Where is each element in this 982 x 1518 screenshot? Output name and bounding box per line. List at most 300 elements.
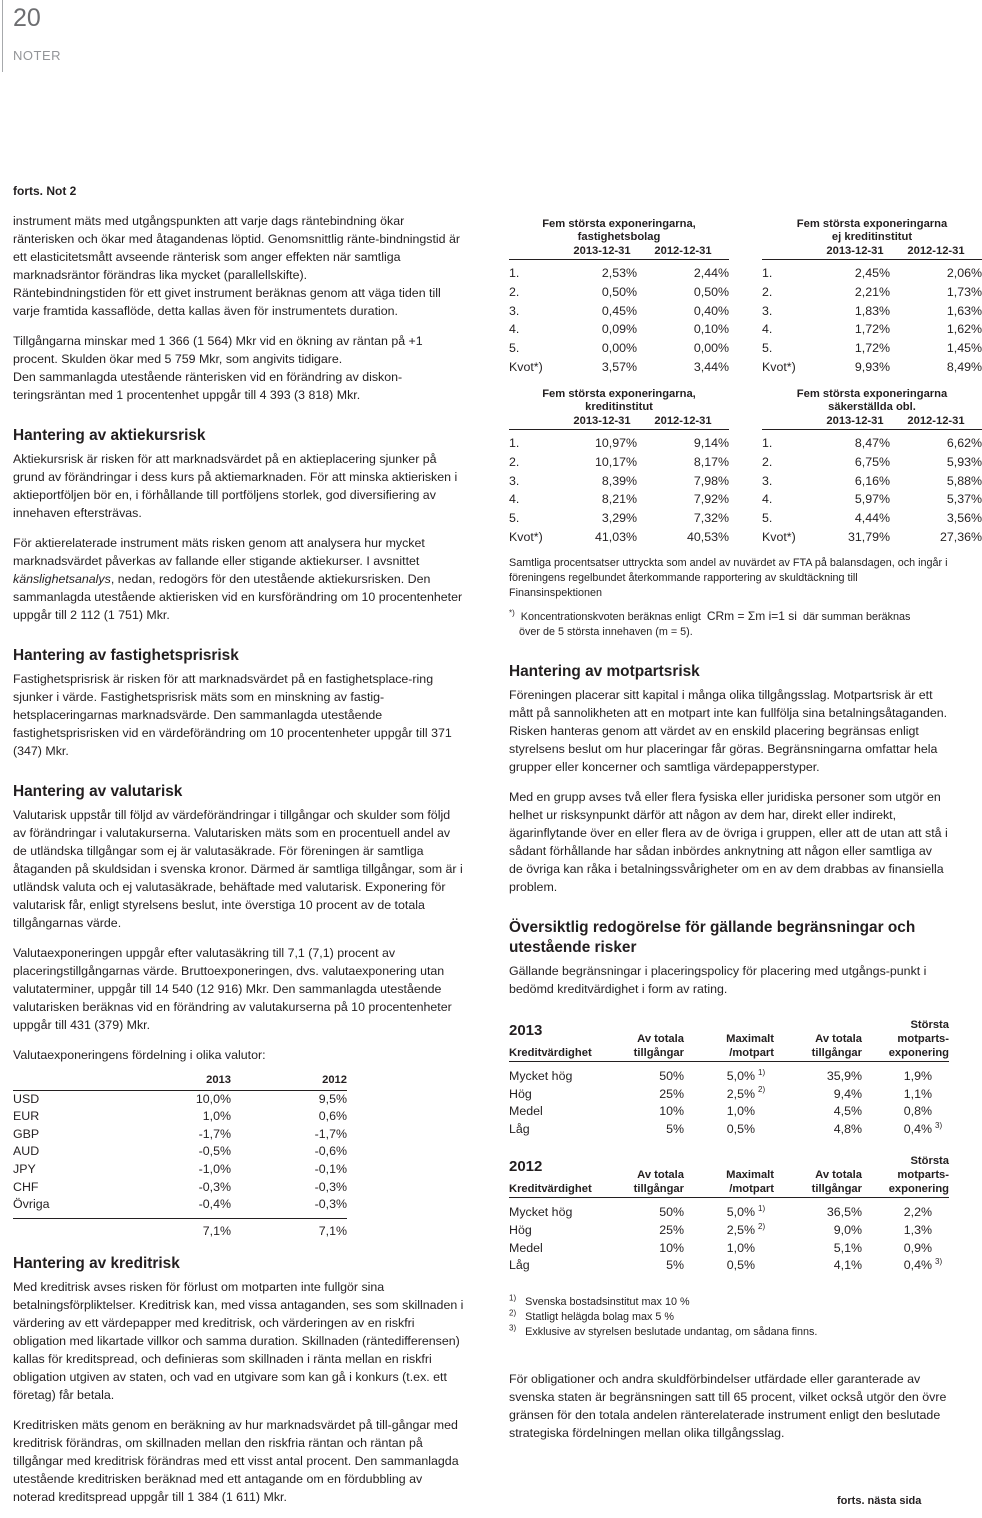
- exposure-title-line: kreditinstitut: [585, 401, 653, 413]
- limits-row: [509, 1240, 949, 1258]
- currency-row: [13, 1108, 465, 1126]
- currency-value: -0,5%: [198, 1144, 231, 1159]
- total-value: 7,1%: [202, 1223, 231, 1238]
- limit-share: 50%: [659, 1069, 684, 1083]
- exposure-value: 5,97%: [854, 492, 890, 507]
- exposure-row: [509, 509, 729, 528]
- limits-header-label: tillgångar: [811, 1047, 862, 1059]
- rank-label: Kvot*): [762, 359, 796, 374]
- currency-value: -0,3%: [198, 1179, 231, 1194]
- max-per-counterparty: [684, 1121, 774, 1139]
- exposure-date: 2013-12-31: [573, 245, 631, 257]
- text-span: För aktierelaterade instrument mäts risken genom att analysera hur mycket marknadsvärdet påverkas av fallande eller stigande aktiekurser. I avsnittet: [13, 536, 425, 568]
- exposure-date: 2012-12-31: [654, 415, 712, 427]
- currency-value: -1,7%: [314, 1126, 347, 1141]
- limits-header-label: Av totala: [637, 1033, 684, 1045]
- exposure-row: [762, 528, 982, 547]
- limit-share: 10%: [659, 1104, 684, 1119]
- exposure-value: 0,40%: [693, 303, 729, 318]
- exposure-value: 10,17%: [594, 454, 637, 469]
- currency-value: -1,7%: [198, 1126, 231, 1141]
- divider: [13, 1218, 347, 1219]
- value: 0,8%: [903, 1104, 932, 1119]
- max-per-counterparty: 2,5% 2): [726, 1085, 766, 1101]
- value: 2,5%: [726, 1222, 755, 1237]
- exposure-value: 3,44%: [693, 359, 729, 374]
- exposure-row: [762, 472, 982, 491]
- exposure-value: 0,50%: [693, 284, 729, 299]
- limits-header-label: exponering: [888, 1047, 949, 1059]
- limits-header-label: tillgångar: [633, 1183, 684, 1196]
- continued-next: forts. nästa sida: [837, 1495, 922, 1507]
- largest-exposure: [862, 1240, 949, 1258]
- paragraph: instrument mäts med utgångspunkten att varje dags räntebindning ökar ränterisken och ökar med åtagandenas löptid. Genomsnittlig ränte-bindningstid är ett elasticitetsmått avseende ränterisk som anger effekten när samtliga marknadsräntor förändras lika mycket (parallellskifte).: [13, 214, 461, 282]
- exposure-header-spacer: [762, 414, 820, 429]
- paragraph: Valutaexponeringen uppgår efter valutasäkring till 7,1 (7,1) procent av placeringstillgångarnas värde. Bruttoexponeringen, dvs. valutaexponering utan valutaterminer, uppgår till 14 540 (12 916) Mkr. Den sammanlagda utestående valutarisken beräknas vid en förändring av valutakurserna på 10 procentenheter uppgår till 431 (379) Mkr.: [13, 946, 452, 1032]
- value: 1,9%: [903, 1069, 932, 1083]
- value: 1,0%: [726, 1104, 755, 1119]
- value: 0,4%: [903, 1121, 932, 1136]
- currency-code: GBP: [13, 1126, 40, 1141]
- limits-header-label: motparts-: [897, 1169, 949, 1182]
- paragraph: Den sammanlagda utestående ränterisken vid en förändring av diskon-teringsräntan med 1 procentenhet uppgår till 4 393 (3 818) Mkr.: [13, 370, 403, 402]
- actual-share: 35,9%: [826, 1069, 862, 1083]
- text-span: över de 5 största innehaven (m = 5).: [519, 626, 693, 638]
- limits-header-cell: [619, 1032, 684, 1060]
- rank-label: 4.: [762, 492, 773, 507]
- exposure-value: 2,44%: [693, 266, 729, 280]
- currency-row: [13, 1143, 465, 1161]
- largest-exposure: 0,4% 3): [903, 1257, 943, 1273]
- paragraph: Med en grupp avses två eller flera fysiska eller juridiska personer som utgör en helhet ur risksynpunkt därför att någon av dem har, direkt eller indirekt, ägarinflytande över en eller flera av de övriga i gruppen, eller att de utan att stå i sådant förhållande har sådan inbördes anknytning att någon eller samtliga av de övriga kan råka i betalningssvårigheter om en av dem drabbas av finansiella problem.: [509, 790, 948, 894]
- heading-fastighetsprisrisk: Hantering av fastighetsprisrisk: [13, 647, 239, 664]
- currency-value: 1,0%: [202, 1109, 231, 1124]
- exposure-value: 4,44%: [854, 511, 890, 526]
- rank-label: 2.: [509, 284, 520, 299]
- exposure-value: 7,92%: [693, 492, 729, 507]
- limits-header-label: motparts-: [897, 1033, 949, 1045]
- limits-header: [509, 1018, 949, 1062]
- paragraph: [13, 534, 465, 624]
- exposure-value: 1,72%: [854, 341, 890, 356]
- exposure-header-spacer: [509, 414, 567, 429]
- exposure-header: [762, 414, 982, 430]
- value: 1,1%: [903, 1086, 932, 1101]
- limits-row: [509, 1121, 949, 1139]
- currency-row: [13, 1196, 465, 1214]
- value: 5,0%: [726, 1205, 755, 1220]
- exposure-row: [762, 339, 982, 358]
- max-per-counterparty: [684, 1103, 774, 1121]
- exposure-row: [762, 264, 982, 283]
- limits-header-cell: [862, 1018, 949, 1060]
- actual-share: 4,5%: [833, 1104, 862, 1119]
- exposure-value: 40,53%: [686, 529, 729, 544]
- exposure-value: 1,63%: [946, 303, 982, 318]
- limits-row: [509, 1222, 949, 1240]
- currency-value: -0,3%: [314, 1197, 347, 1212]
- currency-value: -0,6%: [314, 1144, 347, 1159]
- limits-header-cell: [684, 1032, 774, 1060]
- exposure-title-line: Fem största exponeringarna: [796, 218, 948, 230]
- footnote: [509, 609, 949, 640]
- limits-header-cell: [509, 1024, 619, 1060]
- exposure-title-line: ej kreditinstitut: [831, 231, 913, 243]
- limits-header-label: /motpart: [729, 1183, 774, 1196]
- rank-label: 2.: [762, 454, 773, 469]
- rank-label: 1.: [762, 436, 773, 450]
- footnote-2: $^{2)}$ Statligt helägda bolag max 5 %: [509, 1308, 674, 1323]
- credit-rating: Mycket hög: [509, 1069, 573, 1083]
- rank-label: Kvot*): [509, 359, 543, 374]
- limits-header-cell: [619, 1168, 684, 1196]
- max-per-counterparty: 5,0% 1): [726, 1067, 766, 1083]
- credit-rating: Mycket hög: [509, 1205, 573, 1220]
- paragraph: Valutarisk uppstår till följd av värdeförändringar i tillgångar och skulder som följd av förändringar i valutakurserna. Valutarisken mäts som en procentuell andel av de utländska tillgångar som ej är valutasäkrade. För föreningen är samtliga åtaganden på skuldsidan i svenska kronor. Därmed är samtliga tillgångar, som är i utländsk valuta och ej valutasäkrade, behäftade med valutarisk. Exponering för valutarisk får, enligt styrelsens beslut, inte överstiga 10 procent av de totala tillgångarnas värde.: [13, 808, 463, 930]
- paragraph: Med kreditrisk avses risken för förlust om motparten inte fullgör sina betalningsförpliktelser. Kreditrisk kan, med vissa antaganden, ses som skillnaden i värdering av ett värdepapper med kreditrisk, och värderingen av en riskfri obligation med likartade villkor och samma duration. Skillnaden (räntedifferensen) kallas för kreditspread, och definieras som skillnaden i ränta mellan en riskfri obligation utgiven av staten, och vad en utgivare som kan gå i konkurs (t.ex. ett företag) får betala.: [13, 1280, 464, 1403]
- max-per-counterparty: 5,0% 1): [726, 1204, 766, 1220]
- limits-header-cell: [774, 1032, 862, 1060]
- currency-code: JPY: [13, 1161, 36, 1176]
- exposure-header: [509, 414, 729, 430]
- col-header: 2012: [322, 1074, 347, 1086]
- exposure-title-line: Fem största exponeringarna,: [542, 388, 696, 400]
- value: 0,9%: [903, 1240, 932, 1255]
- exposure-value: 2,06%: [946, 266, 982, 280]
- rank-label: 1.: [762, 266, 773, 280]
- exposure-value: 1,83%: [854, 303, 890, 318]
- max-per-counterparty: [684, 1257, 774, 1275]
- exposure-value: 0,00%: [601, 341, 637, 356]
- limits-table-2012: [509, 1154, 949, 1274]
- rank-label: Kvot*): [509, 529, 543, 544]
- limit-share: 25%: [659, 1222, 684, 1237]
- currency-code: Övriga: [13, 1197, 50, 1212]
- exposure-value: 27,36%: [939, 529, 982, 544]
- exposure-value: 5,88%: [946, 473, 982, 488]
- limits-row: [509, 1257, 949, 1275]
- exposure-value: 0,10%: [693, 322, 729, 337]
- max-per-counterparty: 2,5% 2): [726, 1221, 766, 1237]
- footnote-3: $^{3)}$ Exklusive av styrelsen beslutade undantag, om sådana finns.: [509, 1323, 818, 1338]
- limit-share: 5%: [666, 1121, 684, 1136]
- exposure-value: 0,09%: [601, 322, 637, 337]
- paragraph: Fastighetsprisrisk är risken för att marknadsvärdet på en fastighetsplace-ring sjunker i värde. Fastighetsprisrisk mäts som en minskning av fastig-hetsplaceringarnas marknadsvärde. Den sammanlagda utestående fastighetsprisrisken vid en värdeförändring om 10 procentenheter uppgår till 371 (347) Mkr.: [13, 672, 452, 758]
- currency-table: [13, 1072, 465, 1240]
- text-span: Statligt helägda bolag max 5 %: [525, 1310, 674, 1323]
- rank-label: 3.: [509, 473, 520, 488]
- limit-share: 10%: [659, 1240, 684, 1255]
- exposure-value: 41,03%: [594, 529, 637, 544]
- text-span: Svenska bostadsinstitut max 10 %: [525, 1295, 690, 1308]
- currency-value: -1,0%: [198, 1161, 231, 1176]
- exposure-value: 5,37%: [946, 492, 982, 507]
- limits-header-label: tillgångar: [633, 1047, 684, 1059]
- text-span: Exklusive av styrelsen beslutade undantag, om sådana finns.: [525, 1325, 818, 1338]
- exposure-value: 1,62%: [946, 322, 982, 337]
- exposure-row: [509, 264, 729, 283]
- exposure-value: 2,53%: [601, 266, 637, 280]
- limits-row: [509, 1103, 949, 1121]
- rank-label: 4.: [509, 322, 520, 337]
- left-column: [13, 212, 465, 1518]
- paragraph: För obligationer och andra skuldförbindelser utfärdade eller garanterade av svenska staten är begränsningen satt till 65 procent, vilket också utgör den övre gränsen för den totala andelen ränterelaterade instrument enligt den beslutade strategiska fördelningen mellan olika tillgångsslag.: [509, 1371, 947, 1440]
- exposure-row: [509, 302, 729, 321]
- credit-rating: Låg: [509, 1121, 530, 1136]
- exposure-value: 3,29%: [601, 511, 637, 526]
- currency-value: 10,0%: [195, 1091, 231, 1106]
- exposure-value: 1,72%: [854, 322, 890, 337]
- italic-term: känslighetsanalys: [13, 572, 111, 586]
- text-span: Koncentrationskvoten beräknas enligt: [520, 611, 701, 623]
- currency-code: USD: [13, 1091, 40, 1106]
- exposure-value: 1,73%: [946, 284, 982, 299]
- exposure-date: 2012-12-31: [907, 415, 965, 427]
- value: 2,5%: [726, 1086, 755, 1101]
- limits-header-label: Största: [910, 1155, 949, 1168]
- paragraph: Aktiekursrisk är risken för att marknadsvärdet på en aktieplacering sjunker på grund av förändringar i dess kurs på aktiemarknaden. För att minska aktierisken i aktieportföljen bör en, i förhållande till portföljens storlek, god diversifiering av innehaven eftersträvas.: [13, 452, 458, 520]
- limits-header: [509, 1154, 949, 1198]
- exposure-value: 3,57%: [601, 359, 637, 374]
- exposure-value: 3,56%: [946, 511, 982, 526]
- limits-header-cell: [509, 1160, 619, 1196]
- page-number: 20: [13, 4, 41, 32]
- exposure-date: 2013-12-31: [826, 415, 884, 427]
- value: 0,5%: [726, 1121, 755, 1136]
- rank-label: 1.: [509, 266, 520, 280]
- exposure-value: 31,79%: [847, 529, 890, 544]
- value: 5,0%: [726, 1069, 755, 1083]
- rank-label: 1.: [509, 436, 520, 450]
- largest-exposure: 0,4% 3): [903, 1120, 943, 1136]
- limits-row: [509, 1204, 949, 1222]
- paragraph: Räntebindningstiden för ett givet instrument beräknas genom att väga tiden till varje framtida kassaflöde, detta kallas även för instrumentets duration.: [13, 286, 441, 318]
- exposure-row: [762, 358, 982, 377]
- exposure-row: [509, 358, 729, 377]
- exposure-title: [762, 388, 982, 414]
- largest-exposure: [862, 1068, 949, 1086]
- footnote-1: $^{1)}$ Svenska bostadsinstitut max 10 %: [509, 1293, 690, 1308]
- actual-share: 36,5%: [826, 1205, 862, 1220]
- limits-header-label: Kreditvärdighet: [509, 1183, 592, 1196]
- rank-label: 3.: [762, 473, 773, 488]
- actual-share: 9,4%: [833, 1086, 862, 1101]
- largest-exposure: [862, 1103, 949, 1121]
- credit-rating: Låg: [509, 1258, 530, 1273]
- actual-share: 4,1%: [833, 1258, 862, 1273]
- exposure-value: 7,32%: [693, 511, 729, 526]
- exposure-value: 9,93%: [854, 359, 890, 374]
- exposure-table-ej-kreditinstitut: [762, 218, 982, 377]
- exposure-title-line: säkerställda obl.: [828, 401, 916, 413]
- rank-label: 5.: [762, 511, 773, 526]
- exposure-value: 8,47%: [854, 436, 890, 450]
- actual-share: 5,1%: [833, 1240, 862, 1255]
- footnote-mark: *): [509, 608, 515, 618]
- limit-share: 25%: [659, 1086, 684, 1101]
- currency-value: 9,5%: [318, 1091, 347, 1106]
- exposure-title: [762, 218, 982, 244]
- exposure-table-sakerstallda: [762, 388, 982, 547]
- exposure-title-line: Fem största exponeringarna,: [542, 218, 696, 230]
- currency-value: -0,1%: [314, 1161, 347, 1176]
- continued-label: forts. Not 2: [13, 184, 77, 198]
- limits-table-2013: [509, 1018, 949, 1138]
- currency-code: EUR: [13, 1109, 40, 1124]
- value: 2,2%: [903, 1205, 932, 1220]
- heading-oversiktlig: Översiktlig redogörelse för gällande begränsningar och utestående risker: [509, 919, 916, 956]
- exposure-row: [509, 490, 729, 509]
- limits-header-label: Av totala: [637, 1169, 684, 1182]
- limits-header-label: Maximalt: [726, 1169, 774, 1182]
- exposure-row: [762, 490, 982, 509]
- exposure-header: [762, 244, 982, 260]
- rank-label: 5.: [762, 341, 773, 356]
- exposure-row: [509, 453, 729, 472]
- exposure-header-spacer: [762, 244, 820, 259]
- exposure-row: [509, 339, 729, 358]
- paragraph: Kreditrisken mäts genom en beräkning av hur marknadsvärdet på till-gångar med kreditrisk förändras, om skillnaden mellan den riskfria räntan och räntan på tillgångar med kreditrisk förändras med ett visst antal procent. Den sammanlagda utestående kreditrisken beräknad med ett antagande om en fördubbling av noterad kreditspread uppgår till 1 384 (1 611) Mkr.: [13, 1418, 459, 1505]
- credit-rating: Hög: [509, 1086, 532, 1101]
- heading-kreditrisk: Hantering av kreditrisk: [13, 1255, 180, 1273]
- paragraph: Gällande begränsningar i placeringspolicy för placering med utgångs-punkt i bedömd kreditvärdighet i form av rating.: [509, 964, 927, 996]
- currency-row: [13, 1179, 465, 1197]
- limits-header-label: exponering: [888, 1183, 949, 1196]
- currency-value: -0,4%: [198, 1197, 231, 1212]
- limits-header-label: tillgångar: [811, 1183, 862, 1196]
- text-span: där summan beräknas: [802, 611, 911, 623]
- rank-label: 5.: [509, 341, 520, 356]
- rank-label: Kvot*): [762, 529, 796, 544]
- right-column: [509, 556, 949, 1454]
- actual-share: 9,0%: [833, 1222, 862, 1237]
- exposure-header: [509, 244, 729, 260]
- exposure-row: [762, 453, 982, 472]
- footnote: Samtliga procentsatser uttryckta som andel av nuvärdet av FTA på balansdagen, och ingår i föreningens regelbundet återkommande rapportering av skuldtäckning till Finansinspektionen: [509, 557, 948, 599]
- limits-header-cell: [774, 1168, 862, 1196]
- rank-label: 5.: [509, 511, 520, 526]
- paragraph: Föreningen placerar sitt kapital i många olika tillgångsslag. Motpartsrisk är ett mått på sannolikheten att en motpart inte kan fullfölja sina betalningsåtaganden. Risken hanteras genom att värdet av en enskild placering begränsas enligt styrelsens beslut om hur placeringar får göras. Begränsningarna omfattar hela grupper eller koncerner och samtliga värdepapperstyper.: [509, 688, 948, 774]
- exposure-header-spacer: [509, 244, 567, 259]
- limits-header-cell: [684, 1168, 774, 1196]
- formula: CRm = Σm i=1 si: [706, 609, 797, 623]
- limits-header-label: /motpart: [729, 1047, 774, 1059]
- rank-label: 4.: [509, 492, 520, 507]
- rank-label: 3.: [509, 303, 520, 318]
- exposure-value: 6,75%: [854, 454, 890, 469]
- credit-rating: Medel: [509, 1104, 543, 1119]
- exposure-row: [509, 528, 729, 547]
- exposure-row: [509, 472, 729, 491]
- exposure-value: 2,21%: [854, 284, 890, 299]
- exposure-table-fastighetsbolag: [509, 218, 729, 377]
- currency-code: AUD: [13, 1144, 40, 1159]
- exposure-value: 0,45%: [601, 303, 637, 318]
- heading-motpartsrisk: Hantering av motpartsrisk: [509, 663, 700, 680]
- exposure-row: [509, 434, 729, 453]
- exposure-value: 6,62%: [946, 436, 982, 450]
- largest-exposure: [862, 1204, 949, 1222]
- exposure-value: 8,39%: [601, 473, 637, 488]
- limits-row: [509, 1068, 949, 1086]
- limits-header-label: Av totala: [815, 1169, 862, 1182]
- paragraph: Tillgångarna minskar med 1 366 (1 564) Mkr vid en ökning av räntan på +1 procent. Skulden ökar med 5 759 Mkr, som angivits tidigare.: [13, 334, 423, 366]
- rank-label: 3.: [762, 303, 773, 318]
- credit-rating: Hög: [509, 1222, 532, 1237]
- section-label: NOTER: [13, 48, 61, 63]
- exposure-table-kreditinstitut: [509, 388, 729, 547]
- limits-header-cell: [862, 1154, 949, 1196]
- exposure-row: [762, 302, 982, 321]
- exposure-date: 2013-12-31: [826, 245, 884, 257]
- currency-row: [13, 1126, 465, 1144]
- limits-header-label: Största: [910, 1019, 949, 1031]
- exposure-value: 0,50%: [601, 284, 637, 299]
- limits-header-label: Av totala: [815, 1033, 862, 1045]
- credit-rating: Medel: [509, 1240, 543, 1255]
- col-header: 2013: [206, 1074, 231, 1086]
- limits-year: 2013: [509, 1022, 543, 1039]
- exposure-value: 5,93%: [946, 454, 982, 469]
- exposure-date: 2012-12-31: [907, 245, 965, 257]
- limit-share: 50%: [659, 1205, 684, 1220]
- limits-header-label: Maximalt: [726, 1033, 774, 1045]
- total-value: 7,1%: [318, 1223, 347, 1238]
- max-per-counterparty: [684, 1240, 774, 1258]
- largest-exposure: [862, 1086, 949, 1104]
- exposure-title: [509, 388, 729, 414]
- value: 1,0%: [726, 1240, 755, 1255]
- text-span: , nedan, redogörs för den utestående aktiekursrisken. Den sammanlagda utestående aktierisken vid en kursförändring om 10 procentenheter uppgår till 2 112 (1 751) Mkr.: [13, 572, 463, 622]
- value: 0,4%: [903, 1258, 932, 1273]
- rank-label: 2.: [762, 284, 773, 299]
- limits-row: [509, 1086, 949, 1104]
- exposure-value: 2,45%: [854, 266, 890, 280]
- currency-total: [13, 1223, 465, 1241]
- actual-share: 4,8%: [833, 1121, 862, 1136]
- exposure-row: [762, 283, 982, 302]
- limits-header-label: Kreditvärdighet: [509, 1047, 592, 1059]
- currency-row: [13, 1091, 465, 1109]
- exposure-row: [762, 434, 982, 453]
- currency-value: -0,3%: [314, 1179, 347, 1194]
- exposure-value: 10,97%: [594, 436, 637, 450]
- rank-label: 2.: [509, 454, 520, 469]
- currency-code: CHF: [13, 1179, 39, 1194]
- limits-footnotes: [509, 1295, 949, 1340]
- largest-exposure: [862, 1222, 949, 1240]
- value: 0,5%: [726, 1258, 755, 1273]
- exposure-value: 6,16%: [854, 473, 890, 488]
- exposure-value: 8,49%: [946, 359, 982, 374]
- exposure-title-line: Fem största exponeringarna: [796, 388, 948, 400]
- rank-label: 4.: [762, 322, 773, 337]
- currency-value: 0,6%: [318, 1109, 347, 1124]
- exposure-value: 0,00%: [693, 341, 729, 356]
- limit-share: 5%: [666, 1258, 684, 1273]
- exposure-row: [509, 320, 729, 339]
- exposure-value: 7,98%: [693, 473, 729, 488]
- exposure-value: 9,14%: [693, 436, 729, 450]
- exposure-value: 1,45%: [946, 341, 982, 356]
- paragraph: Valutaexponeringens fördelning i olika valutor:: [13, 1048, 266, 1062]
- exposure-value: 8,17%: [693, 454, 729, 469]
- limits-year: 2012: [509, 1158, 543, 1176]
- currency-row: [13, 1161, 465, 1179]
- exposure-date: 2012-12-31: [654, 245, 712, 257]
- currency-header: [13, 1072, 465, 1090]
- exposure-title: [509, 218, 729, 244]
